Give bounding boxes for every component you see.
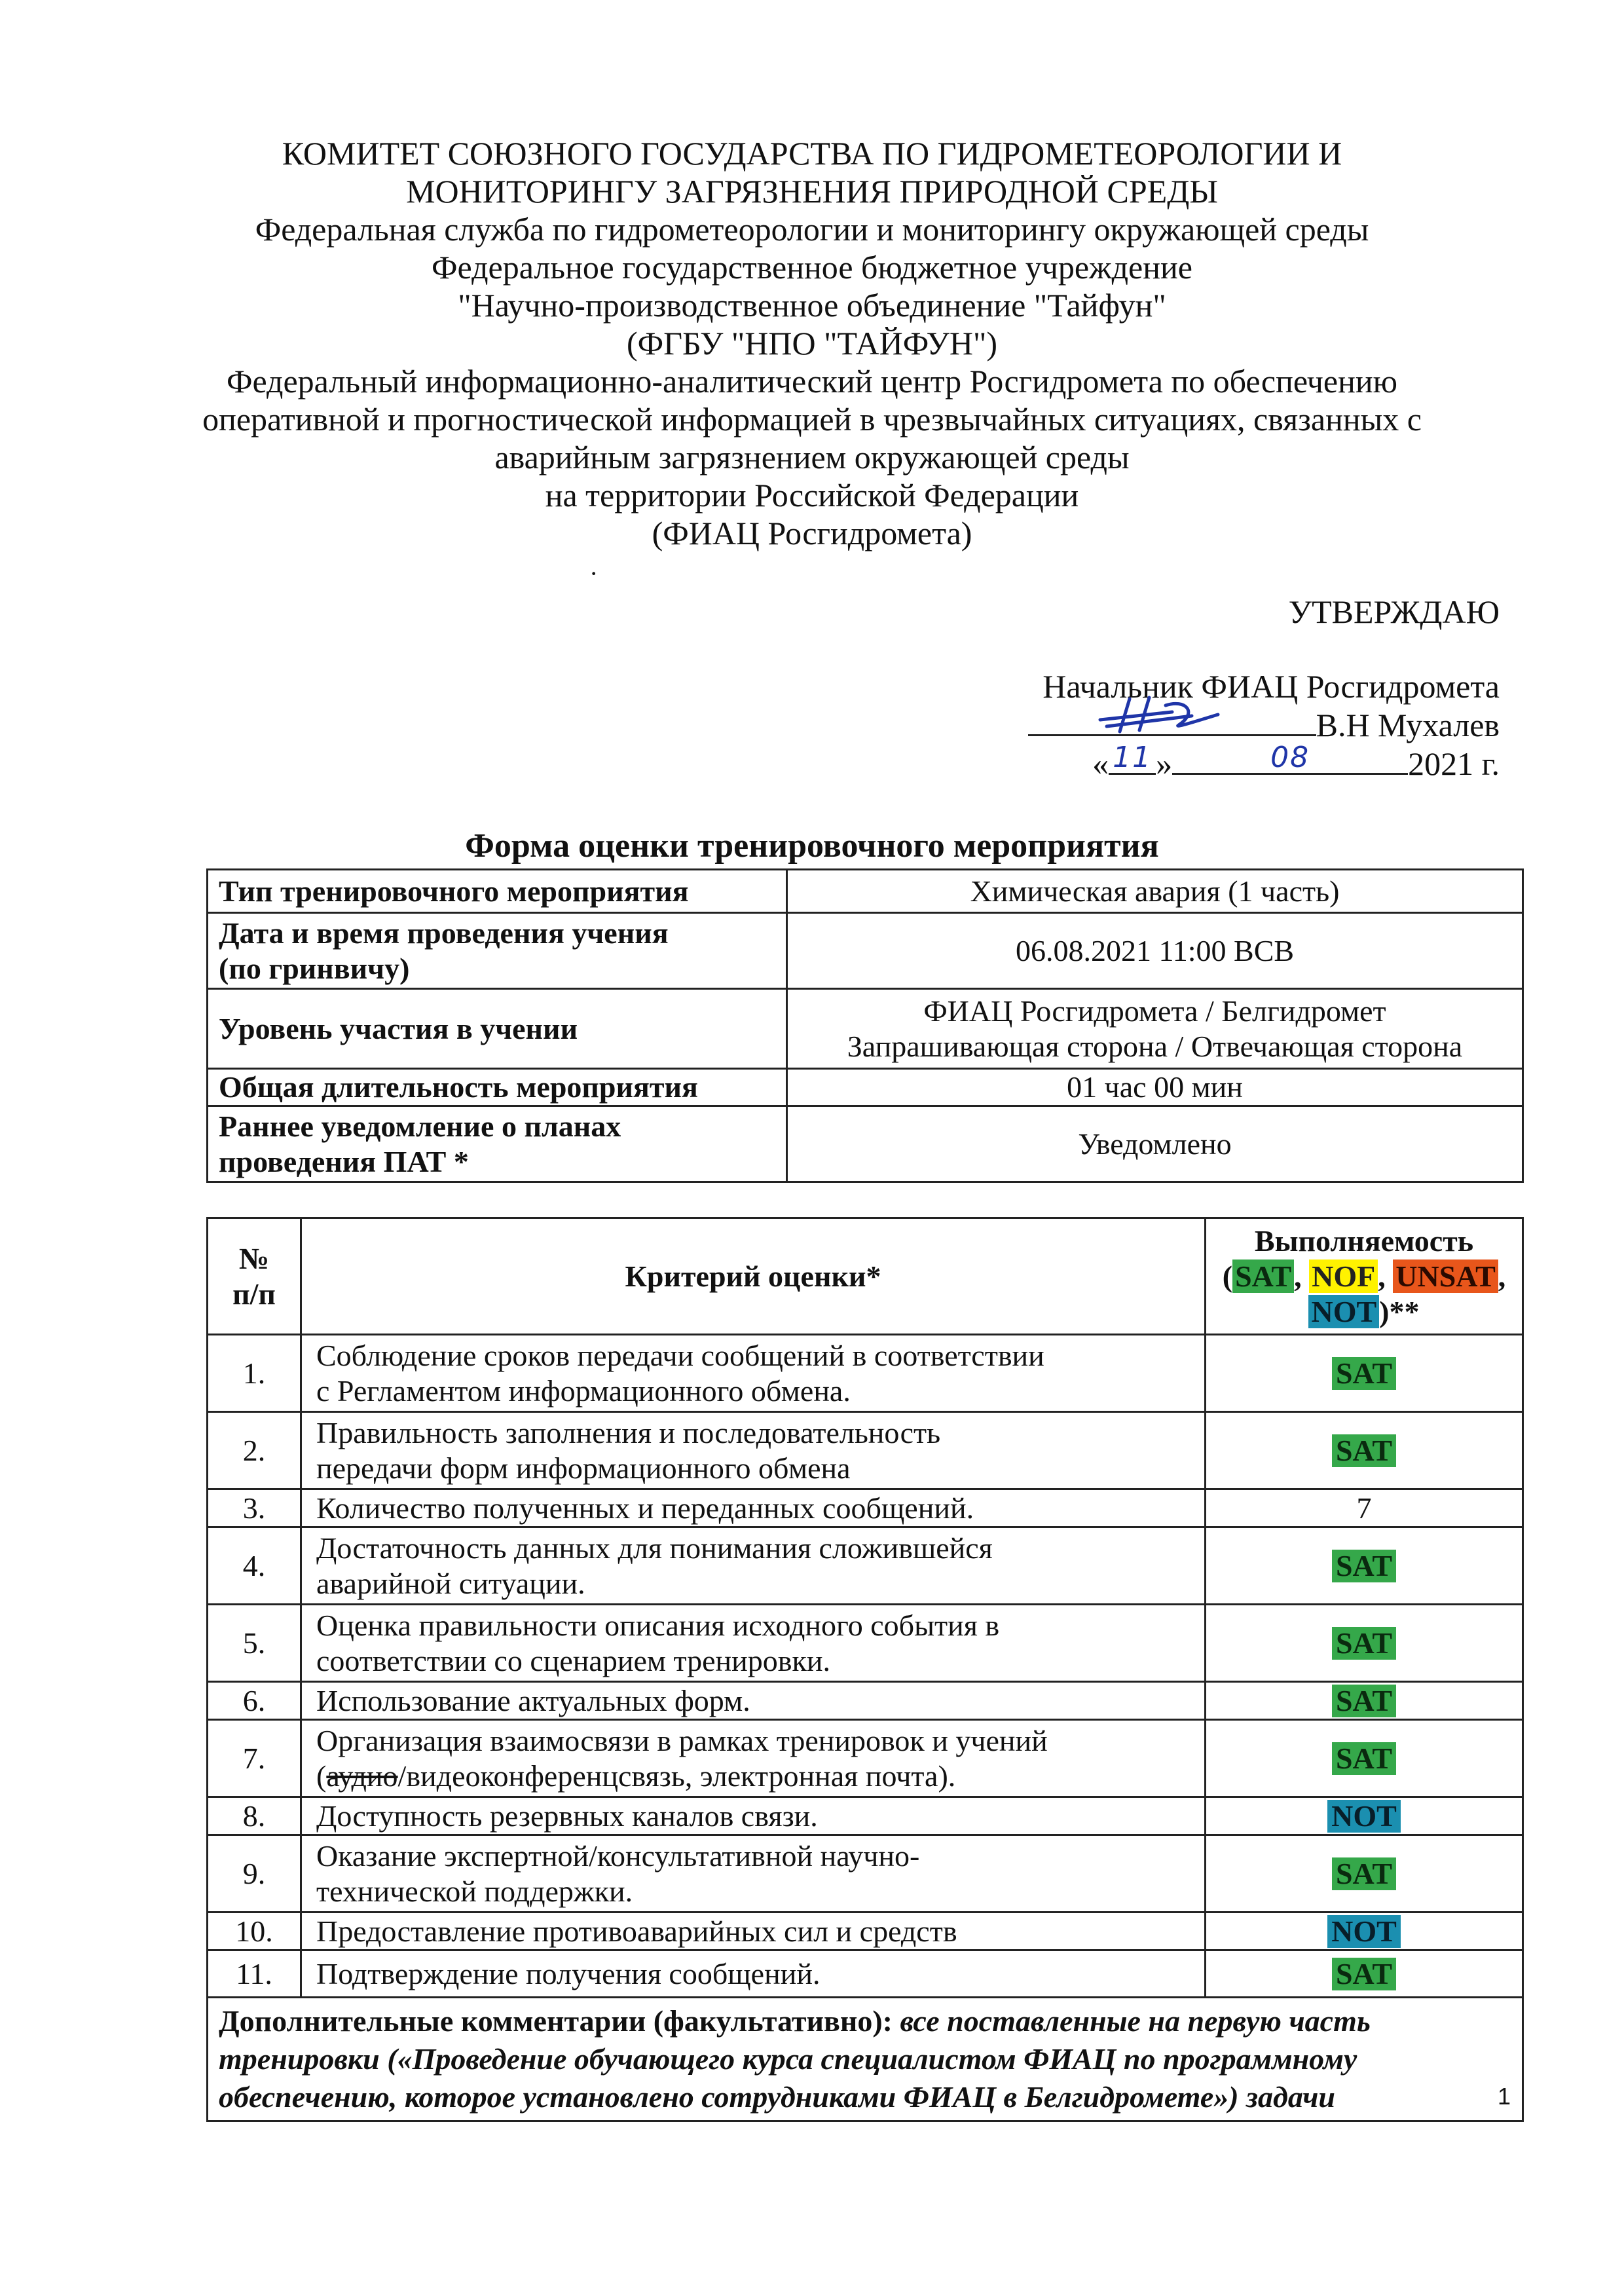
row-number: 11. [208, 1950, 301, 1998]
info-value: ФИАЦ Росгидромета / Белгидромет Запрашивающая сторона / Отвечающая сторона [787, 989, 1523, 1069]
column-header-number: № п/п [208, 1218, 301, 1335]
result-badge: SAT [1332, 1627, 1396, 1660]
comment-row [208, 1998, 1523, 2121]
date-month-blank [1172, 741, 1408, 775]
result-badge: SAT [1332, 1685, 1396, 1717]
criterion-text: Достаточность данных для понимания сложившейся аварийной ситуации. [301, 1527, 1206, 1605]
info-row [208, 1069, 1523, 1106]
criterion-text: Организация взаимосвязи в рамках тренировок и учений (аудио/видеоконференцсвязь, электронная почта). [301, 1720, 1206, 1797]
row-number: 5. [208, 1605, 301, 1682]
result-cell [1206, 1335, 1523, 1412]
criteria-header-row [208, 1218, 1523, 1335]
result-badge: NOT [1327, 1915, 1401, 1948]
info-row [208, 1106, 1523, 1182]
criterion-text: Использование актуальных форм. [301, 1682, 1206, 1720]
result-badge: NOT [1327, 1800, 1401, 1833]
result-cell [1206, 1605, 1523, 1682]
handwritten-month: 08 [1270, 741, 1310, 774]
result-badge: SAT [1332, 1357, 1396, 1390]
form-title: Форма оценки тренировочного мероприятия [465, 827, 1159, 865]
exercise-info-table [206, 868, 1524, 1183]
criteria-row [208, 1835, 1523, 1912]
organization-header [0, 134, 1624, 552]
row-number: 6. [208, 1682, 301, 1720]
struck-text: аудио [326, 1759, 398, 1793]
approval-date: « 11 » 08 2021 г. [1028, 744, 1500, 783]
info-row [208, 913, 1523, 989]
info-key: Тип тренировочного мероприятия [208, 870, 787, 913]
legend-unsat: UNSAT [1393, 1259, 1498, 1293]
criteria-row [208, 1912, 1523, 1950]
criterion-text: Правильность заполнения и последовательность передачи форм информационного обмена [301, 1412, 1206, 1489]
info-row [208, 870, 1523, 913]
header-line: аварийным загрязнением окружающей среды [494, 439, 1130, 476]
criterion-text: Доступность резервных каналов связи. [301, 1797, 1206, 1835]
info-row [208, 989, 1523, 1069]
header-line: (ФИАЦ Росгидромета) [652, 515, 972, 551]
criterion-text: Оказание экспертной/консультативной научно- технической поддержки. [301, 1835, 1206, 1912]
row-number: 2. [208, 1412, 301, 1489]
row-number: 1. [208, 1335, 301, 1412]
handwritten-day: 11 [1113, 741, 1153, 774]
result-badge: SAT [1332, 1434, 1396, 1467]
header-line: "Научно-производственное объединение "Тайфун" [458, 287, 1166, 324]
criteria-row [208, 1605, 1523, 1682]
header-line: МОНИТОРИНГУ ЗАГРЯЗНЕНИЯ ПРИРОДНОЙ СРЕДЫ [406, 173, 1218, 210]
signature-blank [1028, 705, 1316, 736]
info-key: Дата и время проведения учения (по гринвичу) [208, 913, 787, 989]
header-line: на территории Российской Федерации [545, 477, 1079, 513]
header-line: оперативной и прогностической информацией в чрезвычайных ситуациях, связанных с [202, 401, 1422, 438]
column-header-criterion: Критерий оценки* [301, 1218, 1206, 1335]
row-number: 7. [208, 1720, 301, 1797]
handwritten-signature [1094, 692, 1225, 738]
result-cell [1206, 1682, 1523, 1720]
header-line: Федеральная служба по гидрометеорологии и мониторингу окружающей среды [255, 211, 1369, 248]
criteria-row [208, 1335, 1523, 1412]
result-cell [1206, 1950, 1523, 1998]
result-cell: 7 [1206, 1489, 1523, 1527]
criteria-row [208, 1720, 1523, 1797]
criteria-row [208, 1412, 1523, 1489]
result-cell [1206, 1835, 1523, 1912]
info-key: Общая длительность мероприятия [208, 1069, 787, 1106]
criterion-text: Соблюдение сроков передачи сообщений в соответствии с Регламентом информационного обмена. [301, 1335, 1206, 1412]
stray-dot: · [589, 559, 599, 588]
result-badge: SAT [1332, 1958, 1396, 1990]
criterion-text: Количество полученных и переданных сообщений. [301, 1489, 1206, 1527]
criteria-row [208, 1489, 1523, 1527]
header-line: Федеральное государственное бюджетное учреждение [432, 249, 1192, 286]
criterion-text: Оценка правильности описания исходного события в соответствии со сценарием тренировки. [301, 1605, 1206, 1682]
criterion-text: Предоставление противоаварийных сил и средств [301, 1912, 1206, 1950]
info-key: Раннее уведомление о планах проведения ПАТ * [208, 1106, 787, 1182]
row-number: 4. [208, 1527, 301, 1605]
legend-sat: SAT [1232, 1259, 1294, 1293]
row-number: 9. [208, 1835, 301, 1912]
additional-comments [208, 1998, 1523, 2121]
result-cell [1206, 1912, 1523, 1950]
header-line: КОМИТЕТ СОЮЗНОГО ГОСУДАРСТВА ПО ГИДРОМЕТЕОРОЛОГИИ И [282, 135, 1342, 172]
row-number: 8. [208, 1797, 301, 1835]
criteria-row [208, 1950, 1523, 1998]
result-badge: SAT [1332, 1857, 1396, 1890]
result-cell [1206, 1412, 1523, 1489]
result-badge: SAT [1332, 1550, 1396, 1582]
criterion-text: Подтверждение получения сообщений. [301, 1950, 1206, 1998]
result-cell [1206, 1720, 1523, 1797]
legend-not: NOT [1308, 1295, 1379, 1328]
row-number: 10. [208, 1912, 301, 1950]
header-line: Федеральный информационно-аналитический центр Росгидромета по обеспечению [227, 363, 1397, 400]
comment-text: все поставленные на первую часть тренировки («Проведение обучающего курса специалистом ФИАЦ по программному обеспечению, которое установлено сотрудниками ФИАЦ в Белгидромете») задачи [219, 2004, 1371, 2114]
info-value: Уведомлено [787, 1106, 1523, 1182]
legend-nof: NOF [1309, 1259, 1378, 1293]
info-key: Уровень участия в учении [208, 989, 787, 1069]
criteria-row [208, 1527, 1523, 1605]
approve-label: УТВЕРЖДАЮ [1288, 593, 1500, 630]
approver-name: В.Н Мухалев [1316, 707, 1500, 743]
row-number: 3. [208, 1489, 301, 1527]
evaluation-criteria-table [206, 1217, 1524, 2122]
criteria-row [208, 1682, 1523, 1720]
header-line: (ФГБУ "НПО "ТАЙФУН") [626, 325, 998, 362]
criteria-row [208, 1797, 1523, 1835]
date-day-blank [1109, 741, 1156, 775]
result-badge: SAT [1332, 1742, 1396, 1775]
column-header-performance: Выполняемость (SAT, NOF, UNSAT, NOT)** [1206, 1218, 1523, 1335]
approval-block [1028, 593, 1500, 783]
result-cell [1206, 1797, 1523, 1835]
page-number: 1 [1498, 2083, 1511, 2110]
date-year: 2021 г. [1408, 745, 1500, 782]
comment-label: Дополнительные комментарии (факультативно): [219, 2004, 893, 2038]
result-cell [1206, 1527, 1523, 1605]
info-value: 01 час 00 мин [787, 1069, 1523, 1106]
approver-position: Начальник ФИАЦ Росгидромета [1043, 668, 1500, 705]
info-value: 06.08.2021 11:00 BCB [787, 913, 1523, 989]
info-value: Химическая авария (1 часть) [787, 870, 1523, 913]
